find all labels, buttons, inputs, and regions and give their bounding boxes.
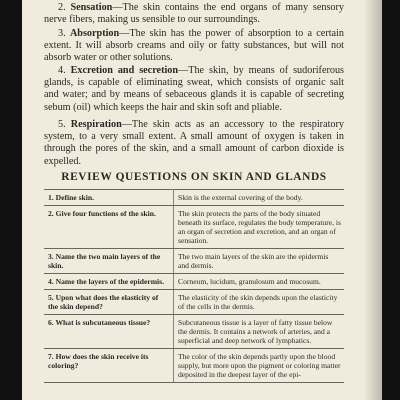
page-shadow [364, 0, 382, 400]
paragraph-number: 4. [58, 65, 66, 76]
table-row [44, 190, 344, 206]
paragraph-text: —The skin contains the end organs of many sensory nerve fibers, making us sensible to our surroundings. [44, 2, 344, 26]
paragraph-text: —The skin acts as an accessory to the respiratory system, to a very small extent. A small amount of oxygen is taken in through the pores of the skin, and a small amount of carbon dioxide is expelled. [44, 119, 344, 167]
answer-cell: The color of the skin depends partly upon the blood supply, but more upon the pigment or coloring matter deposited in the deepest layer of the epi- [174, 349, 345, 383]
review-table [44, 189, 344, 383]
table-row [44, 349, 344, 383]
table-row [44, 315, 344, 349]
right-background [382, 0, 400, 400]
table-row [44, 249, 344, 274]
paragraph-number: 5. [58, 119, 66, 130]
paragraph-number: 2. [58, 2, 66, 13]
table-row [44, 274, 344, 290]
table-row [44, 206, 344, 249]
answer-cell: Subcutaneous tissue is a layer of fatty tissue below the dermis. It contains a network of arteries, and a superficial and deep network of lymphatics. [174, 315, 345, 349]
paragraph-heading: Respiration [70, 119, 122, 130]
paragraph-respiration [44, 119, 344, 168]
book-page [22, 0, 382, 400]
question-cell: 3. Name the two main layers of the skin. [44, 249, 174, 274]
question-cell: 5. Upon what does the elasticity of the skin depend? [44, 290, 174, 315]
paragraph-text: —The skin, by means of sudoriferous glands, is capable of eliminating sweat, which consists of organic salt and water; and by means of sebaceous glands it is capable of secreting sebum (oil) which keeps the hair and skin soft and pliable. [44, 65, 345, 113]
review-title: REVIEW QUESTIONS ON SKIN AND GLANDS [61, 171, 327, 183]
answer-cell: The elasticity of the skin depends upon the elasticity of the cells in the dermis. [174, 290, 345, 315]
answer-cell: The two main layers of the skin are the epidermis and dermis. [174, 249, 345, 274]
paragraph-heading: Excretion and secretion [70, 65, 179, 76]
paragraph-sensation [44, 2, 344, 26]
paragraph-heading: Sensation [70, 2, 113, 13]
question-cell: 1. Define skin. [44, 190, 174, 206]
paragraph-heading: Absorption [69, 28, 120, 39]
question-cell: 4. Name the layers of the epidermis. [44, 274, 174, 290]
table-row [44, 290, 344, 315]
question-cell: 7. How does the skin receive its coloring? [44, 349, 174, 383]
answer-cell: Corneum, lucidum, granulosum and mucosum. [174, 274, 345, 290]
paragraph-text: —The skin has the power of absorption to a certain extent. It will absorb creams and oily or fatty substances, but will not absorb water or other solutions. [44, 28, 344, 64]
paragraph-number: 3. [58, 28, 66, 39]
paragraph-excretion [44, 65, 344, 114]
answer-cell: The skin protects the parts of the body situated beneath its surface, regulates the body temperature, is an organ of secretion and excretion, and an organ of sensation. [174, 206, 345, 249]
left-background [0, 0, 22, 400]
answer-cell: Skin is the external covering of the body. [174, 190, 345, 206]
question-cell: 2. Give four functions of the skin. [44, 206, 174, 249]
paragraph-absorption [44, 28, 344, 65]
question-cell: 6. What is subcutaneous tissue? [44, 315, 174, 349]
